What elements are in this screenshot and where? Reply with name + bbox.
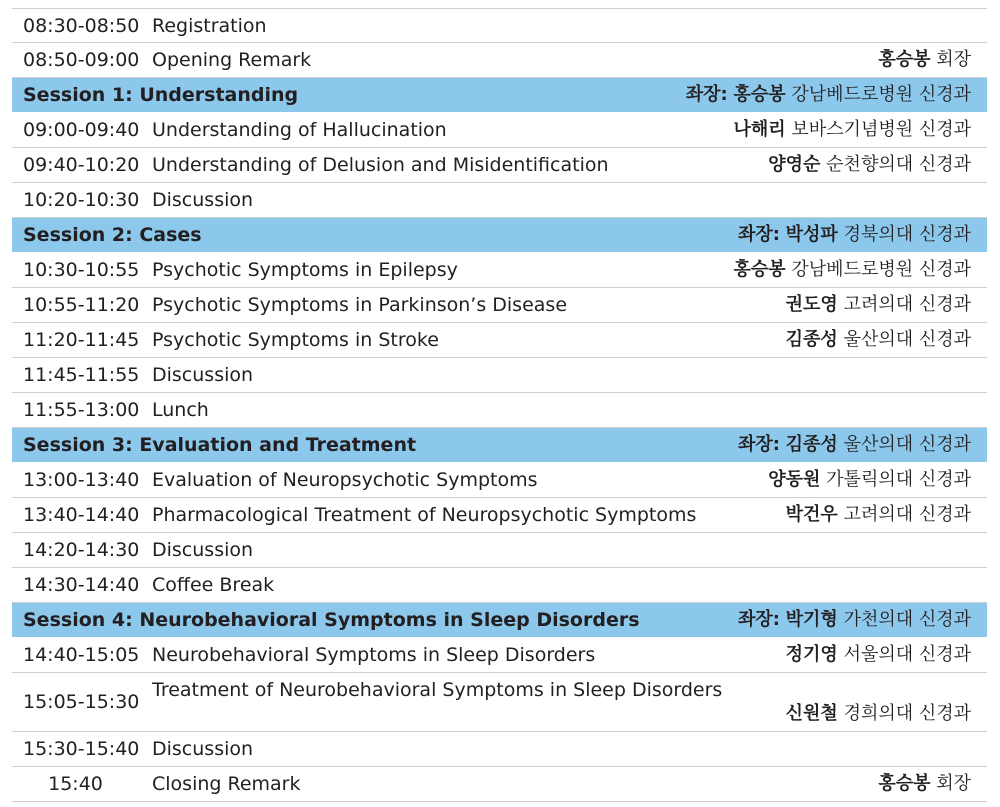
time-slot: 08:50-09:00 — [23, 49, 140, 71]
talk-title: Discussion — [152, 364, 254, 386]
time-slot: 11:55-13:00 — [23, 399, 140, 421]
talk-title: Evaluation of Neuropsychotic Symptoms — [152, 469, 538, 491]
schedule-row — [12, 288, 987, 323]
talk-title: Neurobehavioral Symptoms in Sleep Disorders — [152, 644, 596, 666]
speaker-affiliation: 회장 — [936, 49, 971, 70]
schedule-row — [12, 183, 987, 218]
chair-info — [686, 78, 971, 112]
speaker-info — [786, 498, 971, 532]
session-header-row — [12, 603, 987, 638]
chair-info — [738, 603, 971, 637]
schedule-row — [12, 673, 987, 732]
speaker-info — [733, 113, 971, 147]
time-slot: 09:40-10:20 — [23, 154, 140, 176]
speaker-info — [878, 43, 971, 77]
time-slot: 14:30-14:40 — [23, 574, 140, 596]
speaker-affiliation: 경희의대 신경과 — [843, 703, 971, 724]
chair-name: 김종성 — [785, 434, 838, 455]
session-title: Session 4: Neurobehavioral Symptoms in Sleep Disorders — [23, 609, 640, 631]
chair-affiliation: 경북의대 신경과 — [843, 224, 971, 245]
chair-label: 좌장: — [737, 434, 780, 455]
chair-label: 좌장: — [685, 84, 728, 105]
speaker-name: 정기영 — [785, 644, 838, 665]
speaker-info — [768, 148, 971, 182]
session-title: Session 2: Cases — [23, 224, 202, 246]
chair-affiliation: 가천의대 신경과 — [843, 609, 971, 630]
chair-affiliation: 강남베드로병원 신경과 — [791, 84, 971, 105]
talk-title: Opening Remark — [152, 49, 312, 71]
speaker-name: 홍승봉 — [733, 259, 786, 280]
schedule-row — [12, 43, 987, 78]
time-slot: 10:30-10:55 — [23, 259, 140, 281]
speaker-name: 양동원 — [768, 469, 821, 490]
speaker-info — [733, 253, 971, 287]
speaker-affiliation: 강남베드로병원 신경과 — [791, 259, 971, 280]
time-slot: 13:00-13:40 — [23, 469, 140, 491]
talk-title: Understanding of Hallucination — [152, 119, 447, 141]
speaker-info — [786, 288, 971, 322]
schedule-row — [12, 323, 987, 358]
schedule-row — [12, 148, 987, 183]
schedule-row — [12, 113, 987, 148]
speaker-info — [878, 767, 971, 801]
session-header-row — [12, 78, 987, 113]
talk-title: Pharmacological Treatment of Neuropsychotic Symptoms — [152, 504, 697, 526]
time-slot: 14:20-14:30 — [23, 539, 140, 561]
schedule-row — [12, 463, 987, 498]
talk-title: Discussion — [152, 189, 254, 211]
time-slot: 15:05-15:30 — [23, 691, 140, 713]
schedule-row — [12, 358, 987, 393]
session-header-row — [12, 428, 987, 463]
time-slot: 11:20-11:45 — [23, 329, 140, 351]
speaker-affiliation: 보바스기념병원 신경과 — [791, 119, 971, 140]
time-slot: 14:40-15:05 — [23, 644, 140, 666]
talk-title: Psychotic Symptoms in Stroke — [152, 329, 439, 351]
schedule-row — [12, 638, 987, 673]
speaker-name: 홍승봉 — [878, 773, 931, 794]
speaker-affiliation: 울산의대 신경과 — [843, 329, 971, 350]
time-slot: 10:55-11:20 — [23, 294, 140, 316]
time-slot: 13:40-14:40 — [23, 504, 140, 526]
chair-name: 홍승봉 — [733, 84, 786, 105]
speaker-affiliation: 회장 — [936, 773, 971, 794]
speaker-affiliation: 서울의대 신경과 — [843, 644, 971, 665]
talk-title: Registration — [152, 15, 267, 37]
time-slot: 11:45-11:55 — [23, 364, 140, 386]
speaker-name: 김종성 — [785, 329, 838, 350]
speaker-info — [786, 638, 971, 672]
speaker-name: 홍승봉 — [878, 49, 931, 70]
time-slot: 08:30-08:50 — [23, 15, 140, 37]
speaker-name: 신원철 — [785, 703, 838, 724]
schedule-row — [12, 498, 987, 533]
session-title: Session 1: Understanding — [23, 84, 299, 106]
speaker-name: 양영순 — [768, 154, 821, 175]
schedule-row — [12, 253, 987, 288]
chair-info — [738, 218, 971, 252]
session-header-row — [12, 218, 987, 253]
speaker-info — [768, 463, 971, 497]
speaker-affiliation: 순천향의대 신경과 — [826, 154, 971, 175]
time-slot: 15:40 — [48, 773, 103, 795]
time-slot: 09:00-09:40 — [23, 119, 140, 141]
speaker-affiliation: 가톨릭의대 신경과 — [826, 469, 971, 490]
schedule-row — [12, 767, 987, 802]
speaker-affiliation: 고려의대 신경과 — [843, 294, 971, 315]
chair-label: 좌장: — [737, 609, 780, 630]
talk-title: Discussion — [152, 738, 254, 760]
schedule-row — [12, 393, 987, 428]
talk-title: Coffee Break — [152, 574, 275, 596]
time-slot: 15:30-15:40 — [23, 738, 140, 760]
talk-title: Psychotic Symptoms in Epilepsy — [152, 259, 458, 281]
talk-title: Discussion — [152, 539, 254, 561]
talk-title: Psychotic Symptoms in Parkinson’s Disease — [152, 294, 568, 316]
schedule-row — [12, 568, 987, 603]
speaker-name: 박건우 — [785, 504, 838, 525]
program-table — [12, 8, 987, 802]
chair-label: 좌장: — [737, 224, 780, 245]
schedule-row — [12, 732, 987, 767]
chair-name: 박기형 — [785, 609, 838, 630]
time-slot: 10:20-10:30 — [23, 189, 140, 211]
speaker-name: 권도영 — [785, 294, 838, 315]
speaker-info — [786, 697, 971, 731]
chair-name: 박성파 — [785, 224, 838, 245]
talk-title: Closing Remark — [152, 773, 301, 795]
speaker-name: 나해리 — [733, 119, 786, 140]
talk-title: Treatment of Neurobehavioral Symptoms in Sleep Disorders — [152, 679, 723, 701]
schedule-row — [12, 8, 987, 43]
talk-title: Lunch — [152, 399, 209, 421]
chair-info — [738, 428, 971, 462]
schedule-row — [12, 533, 987, 568]
session-title: Session 3: Evaluation and Treatment — [23, 434, 417, 456]
speaker-info — [786, 323, 971, 357]
talk-title: Understanding of Delusion and Misidentification — [152, 154, 609, 176]
speaker-affiliation: 고려의대 신경과 — [843, 504, 971, 525]
chair-affiliation: 울산의대 신경과 — [843, 434, 971, 455]
